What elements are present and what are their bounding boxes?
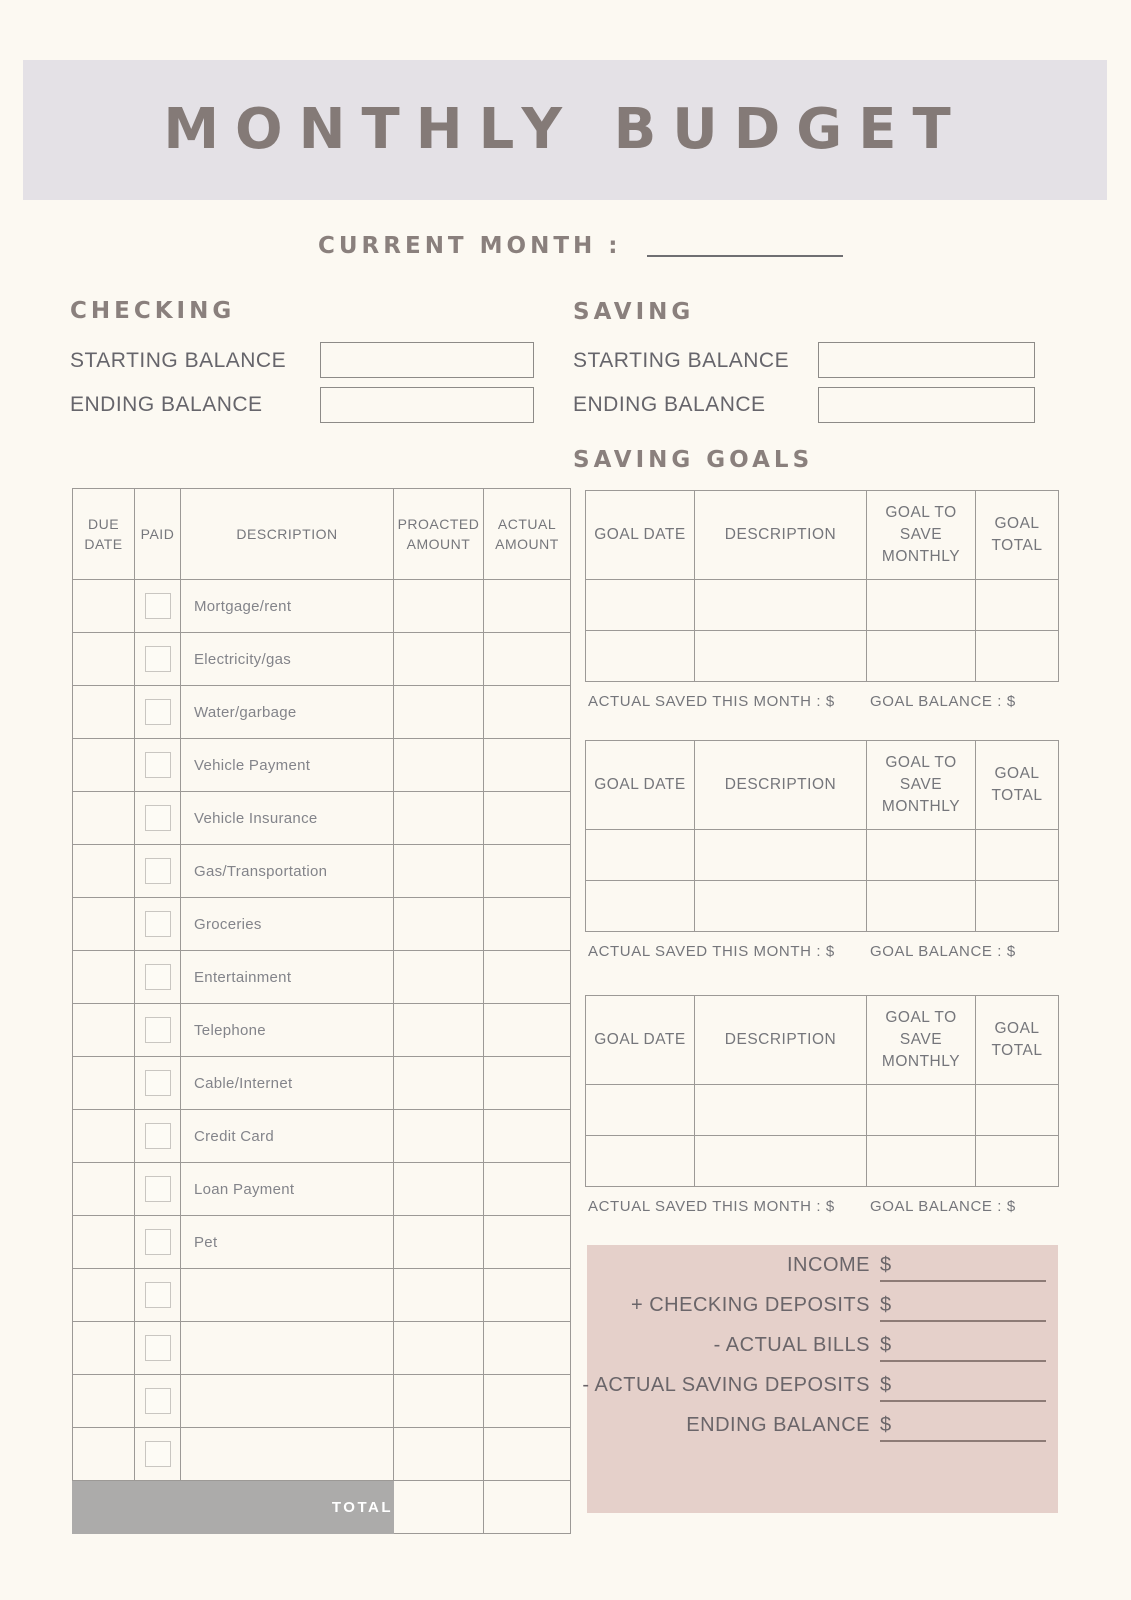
col-due-date: DUE DATE xyxy=(73,489,135,580)
col-actual-amount: ACTUAL AMOUNT xyxy=(484,489,571,580)
expenses-total-row xyxy=(73,1481,571,1534)
description-cell: Mortgage/rent xyxy=(181,580,394,633)
proacted-amount-cell[interactable] xyxy=(394,792,484,845)
due-date-cell[interactable] xyxy=(73,1163,135,1216)
description-cell: Vehicle Payment xyxy=(181,739,394,792)
goal-monthly-cell[interactable] xyxy=(867,881,976,932)
saving-goals-heading: SAVING GOALS xyxy=(573,447,814,473)
col-paid: PAID xyxy=(135,489,181,580)
summary-box xyxy=(582,1245,1058,1513)
summary-ending-balance-input-line[interactable] xyxy=(880,1440,1046,1442)
goal-date-cell[interactable] xyxy=(586,1136,695,1187)
paid-checkbox[interactable] xyxy=(145,1070,171,1096)
col-goal-date: GOAL DATE xyxy=(586,741,695,830)
description-cell: Credit Card xyxy=(181,1110,394,1163)
col-goal-description: DESCRIPTION xyxy=(695,996,867,1085)
due-date-cell[interactable] xyxy=(73,1110,135,1163)
goals-header-row xyxy=(586,741,1059,830)
income-input-line[interactable] xyxy=(880,1280,1046,1282)
expense-row xyxy=(73,739,571,792)
goal-row xyxy=(586,830,1059,881)
expense-row xyxy=(73,1163,571,1216)
paid-checkbox[interactable] xyxy=(145,1388,171,1414)
due-date-cell[interactable] xyxy=(73,792,135,845)
proacted-amount-cell[interactable] xyxy=(394,580,484,633)
description-cell[interactable] xyxy=(181,1269,394,1322)
saving-starting-balance-box[interactable] xyxy=(818,342,1035,378)
paid-cell xyxy=(135,951,181,1004)
paid-checkbox[interactable] xyxy=(145,593,171,619)
goal-row xyxy=(586,1085,1059,1136)
paid-checkbox[interactable] xyxy=(145,1441,171,1467)
proacted-amount-cell[interactable] xyxy=(394,739,484,792)
expense-row xyxy=(73,1322,571,1375)
paid-cell xyxy=(135,792,181,845)
summary-row-ending-balance xyxy=(587,1405,1058,1445)
due-date-cell[interactable] xyxy=(73,1375,135,1428)
proacted-amount-cell[interactable] xyxy=(394,1375,484,1428)
expenses-header-row xyxy=(73,489,571,580)
proacted-amount-cell[interactable] xyxy=(394,633,484,686)
page-title: MONTHLY BUDGET xyxy=(163,97,967,162)
paid-cell xyxy=(135,1375,181,1428)
paid-checkbox[interactable] xyxy=(145,1282,171,1308)
proacted-amount-cell[interactable] xyxy=(394,1004,484,1057)
expense-row xyxy=(73,792,571,845)
goal-date-cell[interactable] xyxy=(586,830,695,881)
paid-cell xyxy=(135,1322,181,1375)
expense-row xyxy=(73,951,571,1004)
actual-amount-cell[interactable] xyxy=(484,1110,571,1163)
expense-row xyxy=(73,1216,571,1269)
paid-checkbox[interactable] xyxy=(145,1176,171,1202)
expense-row xyxy=(73,1057,571,1110)
saving-goals-table-3 xyxy=(585,995,1059,1187)
goal-description-cell[interactable] xyxy=(695,881,867,932)
description-cell[interactable] xyxy=(181,1428,394,1481)
actual-amount-cell[interactable] xyxy=(484,792,571,845)
goal-description-cell[interactable] xyxy=(695,631,867,682)
expense-row xyxy=(73,1004,571,1057)
actual-amount-cell[interactable] xyxy=(484,845,571,898)
proacted-amount-cell[interactable] xyxy=(394,1057,484,1110)
due-date-cell[interactable] xyxy=(73,1216,135,1269)
proacted-amount-cell[interactable] xyxy=(394,1269,484,1322)
description-cell: Groceries xyxy=(181,898,394,951)
expense-row xyxy=(73,633,571,686)
summary-row-income xyxy=(587,1245,1058,1285)
actual-amount-cell[interactable] xyxy=(484,1216,571,1269)
col-goal-description: DESCRIPTION xyxy=(695,741,867,830)
actual-amount-cell[interactable] xyxy=(484,580,571,633)
description-cell: Gas/Transportation xyxy=(181,845,394,898)
actual-amount-cell[interactable] xyxy=(484,1322,571,1375)
title-banner xyxy=(23,60,1107,200)
paid-cell xyxy=(135,633,181,686)
goal-balance-label: GOAL BALANCE : $ xyxy=(870,1198,1016,1215)
saving-ending-balance-box[interactable] xyxy=(818,387,1035,423)
due-date-cell[interactable] xyxy=(73,845,135,898)
description-cell: Vehicle Insurance xyxy=(181,792,394,845)
paid-cell xyxy=(135,1269,181,1322)
expense-row xyxy=(73,1269,571,1322)
expense-row xyxy=(73,580,571,633)
goals-footer-1 xyxy=(588,692,1058,712)
actual-amount-cell[interactable] xyxy=(484,1057,571,1110)
proacted-amount-cell[interactable] xyxy=(394,1322,484,1375)
paid-cell xyxy=(135,845,181,898)
proacted-amount-cell[interactable] xyxy=(394,951,484,1004)
paid-checkbox[interactable] xyxy=(145,699,171,725)
actual-bills-label: - ACTUAL BILLS xyxy=(713,1334,870,1356)
col-goal-date: GOAL DATE xyxy=(586,996,695,1085)
description-cell: Water/garbage xyxy=(181,686,394,739)
col-goal-total: GOAL TOTAL xyxy=(976,741,1059,830)
goal-row xyxy=(586,631,1059,682)
goal-description-cell[interactable] xyxy=(695,830,867,881)
actual-bills-currency: $ xyxy=(880,1334,892,1356)
paid-checkbox[interactable] xyxy=(145,805,171,831)
paid-checkbox[interactable] xyxy=(145,911,171,937)
due-date-cell[interactable] xyxy=(73,951,135,1004)
actual-amount-cell[interactable] xyxy=(484,951,571,1004)
actual-amount-cell[interactable] xyxy=(484,1375,571,1428)
paid-cell xyxy=(135,686,181,739)
due-date-cell[interactable] xyxy=(73,898,135,951)
actual-amount-cell[interactable] xyxy=(484,1004,571,1057)
saving-goals-table-2 xyxy=(585,740,1059,932)
col-goal-to-save-monthly: GOAL TO SAVE MONTHLY xyxy=(867,491,976,580)
checking-starting-balance-box[interactable] xyxy=(320,342,534,378)
summary-ending-balance-label: ENDING BALANCE xyxy=(686,1414,870,1436)
goal-total-cell[interactable] xyxy=(976,1136,1059,1187)
paid-cell xyxy=(135,739,181,792)
current-month-input-line[interactable] xyxy=(647,241,843,257)
description-cell: Loan Payment xyxy=(181,1163,394,1216)
description-cell: Entertainment xyxy=(181,951,394,1004)
goal-balance-label: GOAL BALANCE : $ xyxy=(870,943,1016,960)
paid-cell xyxy=(135,1428,181,1481)
due-date-cell[interactable] xyxy=(73,580,135,633)
paid-checkbox[interactable] xyxy=(145,1229,171,1255)
total-label: TOTAL xyxy=(73,1481,394,1534)
paid-checkbox[interactable] xyxy=(145,646,171,672)
total-proacted-cell[interactable] xyxy=(394,1481,484,1534)
checking-ending-balance-box[interactable] xyxy=(320,387,534,423)
goal-monthly-cell[interactable] xyxy=(867,580,976,631)
goals-footer-3 xyxy=(588,1197,1058,1217)
actual-amount-cell[interactable] xyxy=(484,739,571,792)
actual-amount-cell[interactable] xyxy=(484,1428,571,1481)
col-goal-date: GOAL DATE xyxy=(586,491,695,580)
description-cell[interactable] xyxy=(181,1322,394,1375)
saving-starting-balance-label: STARTING BALANCE xyxy=(573,349,790,372)
current-month-row xyxy=(318,233,843,259)
expense-row xyxy=(73,686,571,739)
actual-saving-deposits-currency: $ xyxy=(880,1374,892,1396)
paid-cell xyxy=(135,1163,181,1216)
actual-amount-cell[interactable] xyxy=(484,686,571,739)
col-goal-total: GOAL TOTAL xyxy=(976,996,1059,1085)
actual-saving-deposits-label: - ACTUAL SAVING DEPOSITS xyxy=(582,1374,870,1396)
expense-row xyxy=(73,1110,571,1163)
description-cell: Pet xyxy=(181,1216,394,1269)
goal-description-cell[interactable] xyxy=(695,580,867,631)
income-currency: $ xyxy=(880,1254,892,1276)
checking-deposits-label: + CHECKING DEPOSITS xyxy=(631,1294,870,1316)
goal-total-cell[interactable] xyxy=(976,580,1059,631)
expense-row xyxy=(73,845,571,898)
due-date-cell[interactable] xyxy=(73,1322,135,1375)
expense-row xyxy=(73,898,571,951)
goal-date-cell[interactable] xyxy=(586,631,695,682)
goal-description-cell[interactable] xyxy=(695,1085,867,1136)
col-goal-description: DESCRIPTION xyxy=(695,491,867,580)
proacted-amount-cell[interactable] xyxy=(394,1110,484,1163)
paid-cell xyxy=(135,1216,181,1269)
summary-row-actual-bills xyxy=(587,1325,1058,1365)
due-date-cell[interactable] xyxy=(73,686,135,739)
goal-balance-label: GOAL BALANCE : $ xyxy=(870,693,1016,710)
paid-cell xyxy=(135,1110,181,1163)
goal-date-cell[interactable] xyxy=(586,580,695,631)
goal-row xyxy=(586,881,1059,932)
col-goal-to-save-monthly: GOAL TO SAVE MONTHLY xyxy=(867,996,976,1085)
expenses-table xyxy=(72,488,571,1534)
summary-row-actual-saving-deposits xyxy=(582,1365,1058,1405)
goals-footer-2 xyxy=(588,942,1058,962)
actual-amount-cell[interactable] xyxy=(484,898,571,951)
paid-cell xyxy=(135,1057,181,1110)
goal-total-cell[interactable] xyxy=(976,830,1059,881)
actual-amount-cell[interactable] xyxy=(484,1269,571,1322)
col-goal-total: GOAL TOTAL xyxy=(976,491,1059,580)
actual-saving-deposits-input-line[interactable] xyxy=(880,1400,1046,1402)
proacted-amount-cell[interactable] xyxy=(394,1163,484,1216)
description-cell: Electricity/gas xyxy=(181,633,394,686)
col-description: DESCRIPTION xyxy=(181,489,394,580)
paid-cell xyxy=(135,580,181,633)
description-cell[interactable] xyxy=(181,1375,394,1428)
saving-ending-balance-label: ENDING BALANCE xyxy=(573,393,766,416)
expense-row xyxy=(73,1428,571,1481)
proacted-amount-cell[interactable] xyxy=(394,1216,484,1269)
saving-goals-table-1 xyxy=(585,490,1059,682)
paid-checkbox[interactable] xyxy=(145,858,171,884)
proacted-amount-cell[interactable] xyxy=(394,686,484,739)
goal-description-cell[interactable] xyxy=(695,1136,867,1187)
due-date-cell[interactable] xyxy=(73,1004,135,1057)
checking-deposits-input-line[interactable] xyxy=(880,1320,1046,1322)
actual-amount-cell[interactable] xyxy=(484,633,571,686)
actual-bills-input-line[interactable] xyxy=(880,1360,1046,1362)
goal-total-cell[interactable] xyxy=(976,881,1059,932)
checking-ending-balance-label: ENDING BALANCE xyxy=(70,393,263,416)
description-cell: Telephone xyxy=(181,1004,394,1057)
due-date-cell[interactable] xyxy=(73,739,135,792)
paid-checkbox[interactable] xyxy=(145,1335,171,1361)
actual-amount-cell[interactable] xyxy=(484,1163,571,1216)
goals-header-row xyxy=(586,996,1059,1085)
checking-heading: CHECKING xyxy=(70,298,236,324)
summary-ending-balance-currency: $ xyxy=(880,1414,892,1436)
actual-saved-label: ACTUAL SAVED THIS MONTH : $ xyxy=(588,693,835,710)
expense-row xyxy=(73,1375,571,1428)
total-actual-cell[interactable] xyxy=(484,1481,571,1534)
goal-date-cell[interactable] xyxy=(586,1085,695,1136)
goal-date-cell[interactable] xyxy=(586,881,695,932)
current-month-label: CURRENT MONTH : xyxy=(318,233,622,259)
paid-checkbox[interactable] xyxy=(145,752,171,778)
paid-cell xyxy=(135,1004,181,1057)
goal-monthly-cell[interactable] xyxy=(867,631,976,682)
due-date-cell[interactable] xyxy=(73,1428,135,1481)
checking-starting-balance-label: STARTING BALANCE xyxy=(70,349,287,372)
actual-saved-label: ACTUAL SAVED THIS MONTH : $ xyxy=(588,1198,835,1215)
goal-total-cell[interactable] xyxy=(976,631,1059,682)
goals-header-row xyxy=(586,491,1059,580)
goal-total-cell[interactable] xyxy=(976,1085,1059,1136)
saving-heading: SAVING xyxy=(573,299,695,325)
proacted-amount-cell[interactable] xyxy=(394,845,484,898)
goal-row xyxy=(586,1136,1059,1187)
proacted-amount-cell[interactable] xyxy=(394,898,484,951)
paid-checkbox[interactable] xyxy=(145,1017,171,1043)
paid-cell xyxy=(135,898,181,951)
actual-saved-label: ACTUAL SAVED THIS MONTH : $ xyxy=(588,943,835,960)
description-cell: Cable/Internet xyxy=(181,1057,394,1110)
due-date-cell[interactable] xyxy=(73,633,135,686)
checking-deposits-currency: $ xyxy=(880,1294,892,1316)
summary-row-checking-deposits xyxy=(587,1285,1058,1325)
paid-checkbox[interactable] xyxy=(145,964,171,990)
proacted-amount-cell[interactable] xyxy=(394,1428,484,1481)
due-date-cell[interactable] xyxy=(73,1057,135,1110)
goal-row xyxy=(586,580,1059,631)
col-proacted-amount: PROACTED AMOUNT xyxy=(394,489,484,580)
paid-checkbox[interactable] xyxy=(145,1123,171,1149)
col-goal-to-save-monthly: GOAL TO SAVE MONTHLY xyxy=(867,741,976,830)
goal-monthly-cell[interactable] xyxy=(867,1136,976,1187)
income-label: INCOME xyxy=(787,1254,870,1276)
goal-monthly-cell[interactable] xyxy=(867,830,976,881)
due-date-cell[interactable] xyxy=(73,1269,135,1322)
goal-monthly-cell[interactable] xyxy=(867,1085,976,1136)
